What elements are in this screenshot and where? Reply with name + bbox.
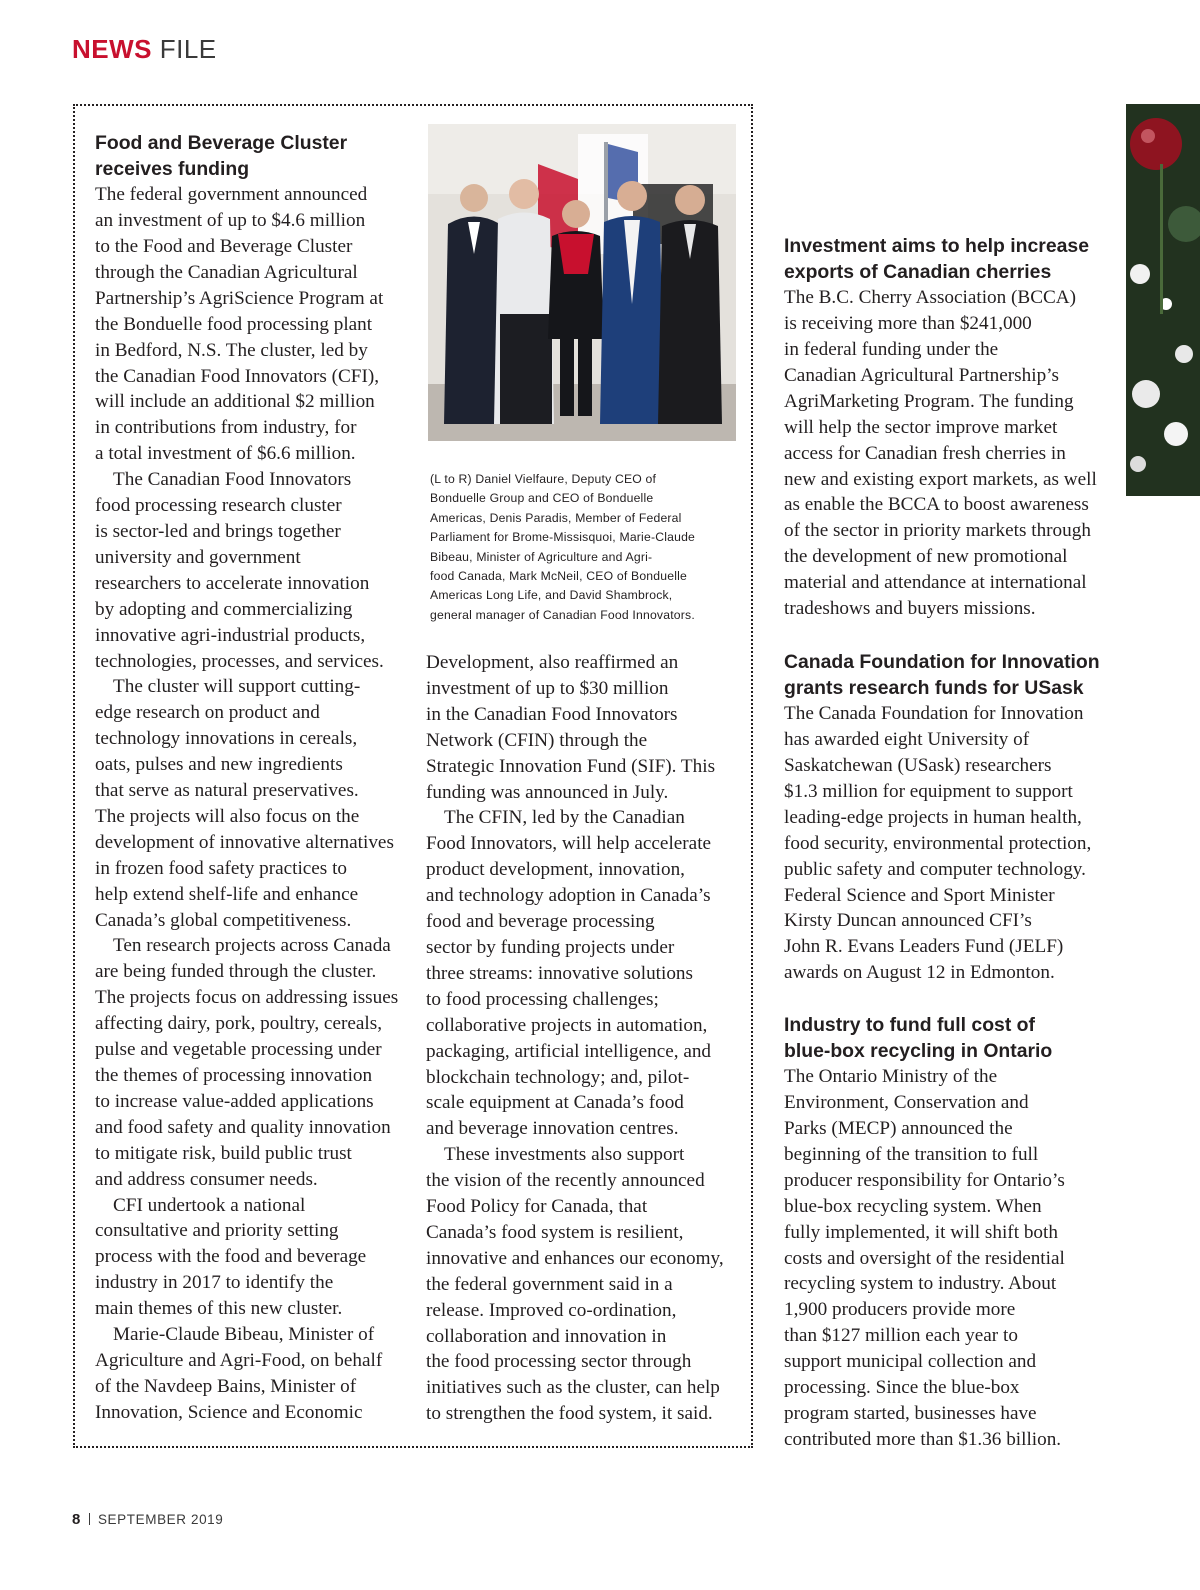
text-line: beginning of the transition to full [784, 1143, 1039, 1165]
text-line: by adopting and commercializing [95, 598, 353, 620]
text-line: material and attendance at international [784, 572, 1087, 594]
text-line: edge research on product and [95, 702, 320, 724]
text-line: food processing research cluster [95, 495, 342, 517]
text-line: three streams: innovative solutions [426, 962, 693, 984]
text-line: The Canadian Food Innovators [113, 469, 352, 491]
text-line: Food Policy for Canada, that [426, 1196, 648, 1218]
text-line: has awarded eight University of [784, 729, 1030, 751]
text-line: support municipal collection and [784, 1351, 1037, 1373]
text-line: $1.3 million for equipment to support [784, 780, 1073, 802]
text-line: collaborative projects in automation, [426, 1014, 708, 1036]
text-line: to strengthen the food system, it said. [426, 1403, 713, 1425]
text-line: Canada’s global competitiveness. [95, 909, 352, 931]
text-line: awards on August 12 in Edmonton. [784, 962, 1055, 984]
paragraph [95, 467, 415, 674]
text-line: The CFIN, led by the Canadian [444, 807, 685, 829]
main-article-column-1 [95, 131, 415, 1426]
text-line: process with the food and beverage [95, 1246, 367, 1268]
text-line: The federal government announced [95, 184, 368, 206]
section-label-rest: FILE [159, 34, 217, 64]
text-line: Kirsty Duncan announced CFI’s [784, 910, 1032, 932]
photo-caption [430, 470, 740, 625]
headline-line: Food and Beverage Cluster [95, 132, 348, 154]
text-line: These investments also support [444, 1144, 685, 1166]
text-line: Canadian Agricultural Partnership’s [784, 364, 1059, 386]
text-line: fully implemented, it will shift both [784, 1221, 1058, 1243]
text-line: 1,900 producers provide more [784, 1299, 1016, 1321]
text-line: blue-box recycling system. When [784, 1195, 1042, 1217]
text-line: Strategic Innovation Fund (SIF). This [426, 755, 716, 777]
text-line: university and government [95, 546, 301, 568]
headline-line: Investment aims to help increase [784, 235, 1089, 257]
text-line: The projects will also focus on the [95, 805, 360, 827]
side-article-body [784, 1064, 1120, 1453]
text-line: Food Innovators, will help accelerate [426, 833, 712, 855]
paragraph [95, 182, 415, 467]
text-line: sector by funding projects under [426, 936, 675, 958]
text-line: of the sector in priority markets through [784, 520, 1091, 542]
headline-line: blue-box recycling in Ontario [784, 1039, 1053, 1062]
text-line: and technology adoption in Canada’s [426, 885, 711, 907]
paragraph [95, 674, 415, 933]
side-article-headline [784, 1013, 1120, 1064]
section-label [72, 34, 217, 65]
paragraph [95, 933, 415, 1192]
text-line: The Canada Foundation for Innovation [784, 703, 1084, 725]
text-line: processing. Since the blue-box [784, 1377, 1020, 1399]
text-line: as enable the BCCA to boost awareness [784, 494, 1089, 516]
caption-line: Bonduelle Group and CEO of Bonduelle [430, 491, 654, 506]
text-line: food security, environmental protection, [784, 832, 1092, 854]
paragraph [784, 701, 1120, 986]
text-line: John R. Evans Leaders Fund (JELF) [784, 936, 1064, 958]
text-line: oats, pulses and new ingredients [95, 754, 343, 776]
text-line: access for Canadian fresh cherries in [784, 442, 1066, 464]
text-line: blockchain technology; and, pilot- [426, 1066, 690, 1088]
text-line: AgriMarketing Program. The funding [784, 390, 1074, 412]
side-article-headline [784, 234, 1120, 285]
text-line: is sector-led and brings together [95, 520, 341, 542]
text-line: tradeshows and buyers missions. [784, 598, 1036, 620]
text-line: to food processing challenges; [426, 988, 659, 1010]
main-article-column-2-body [426, 650, 746, 1427]
footer-divider [89, 1513, 90, 1525]
text-line: collaboration and innovation in [426, 1325, 667, 1347]
text-line: a total investment of $6.6 million. [95, 443, 356, 465]
text-line: than $127 million each year to [784, 1325, 1018, 1347]
group-photo-illustration [428, 124, 736, 441]
text-line: Parks (MECP) announced the [784, 1118, 1013, 1139]
caption-line: Bibeau, Minister of Agriculture and Agri- [430, 549, 653, 564]
page-number: 8 [72, 1511, 81, 1528]
text-line: The B.C. Cherry Association (BCCA) [784, 287, 1077, 309]
text-line: Innovation, Science and Economic [95, 1401, 363, 1423]
paragraph [426, 1142, 746, 1427]
page-footer [72, 1511, 223, 1528]
main-article-headline [95, 131, 415, 182]
text-line: investment of up to $30 million [426, 677, 669, 699]
text-line: Development, also reaffirmed an [426, 652, 679, 673]
caption-line: food Canada, Mark McNeil, CEO of Bonduelle [430, 569, 688, 584]
text-line: product development, innovation, [426, 859, 685, 881]
side-article-body [784, 285, 1120, 622]
side-article-body [784, 701, 1120, 986]
text-line: technology innovations in cereals, [95, 728, 358, 750]
text-line: in the Canadian Food Innovators [426, 703, 678, 725]
text-line: release. Improved co-ordination, [426, 1299, 677, 1321]
text-line: the vision of the recently announced [426, 1170, 705, 1192]
text-line: the development of new promotional [784, 546, 1068, 568]
text-line: public safety and computer technology. [784, 858, 1086, 880]
paragraph [95, 1322, 415, 1426]
headline-line: receives funding [95, 157, 250, 180]
text-line: pulse and vegetable processing under [95, 1039, 382, 1061]
text-line: are being funded through the cluster. [95, 961, 377, 983]
text-line: main themes of this new cluster. [95, 1298, 343, 1320]
cherry-photo-illustration [1126, 104, 1200, 496]
text-line: an investment of up to $4.6 million [95, 210, 366, 232]
paragraph [426, 805, 746, 1142]
text-line: the federal government said in a [426, 1273, 673, 1295]
text-line: will include an additional $2 million [95, 391, 375, 413]
text-line: The Ontario Ministry of the [784, 1066, 998, 1088]
text-line: program started, businesses have [784, 1402, 1037, 1424]
side-article-cherries [784, 234, 1120, 622]
side-article-blue-box [784, 1013, 1120, 1453]
issue-date: SEPTEMBER 2019 [97, 1512, 224, 1527]
paragraph [95, 1193, 415, 1323]
main-article-column-1-body [95, 182, 415, 1426]
caption-line: Americas, Denis Paradis, Member of Federal [430, 510, 682, 525]
text-line: The projects focus on addressing issues [95, 987, 399, 1009]
text-line: Agriculture and Agri-Food, on behalf [95, 1349, 383, 1371]
paragraph [784, 1064, 1120, 1453]
text-line: through the Canadian Agricultural [95, 261, 358, 283]
text-line: Network (CFIN) through the [426, 729, 648, 751]
text-line: scale equipment at Canada’s food [426, 1092, 684, 1114]
headline-line: Industry to fund full cost of [784, 1014, 1035, 1036]
text-line: the food processing sector through [426, 1351, 692, 1373]
paragraph [426, 650, 746, 805]
text-line: to increase value-added applications [95, 1090, 374, 1112]
text-line: the Bonduelle food processing plant [95, 313, 373, 335]
headline-line: Canada Foundation for Innovation [784, 651, 1100, 673]
text-line: researchers to accelerate innovation [95, 572, 370, 594]
text-line: to mitigate risk, build public trust [95, 1142, 352, 1164]
text-line: is receiving more than $241,000 [784, 313, 1032, 335]
text-line: new and existing export markets, as well [784, 468, 1097, 490]
section-label-bold: NEWS [72, 34, 152, 64]
text-line: in Bedford, N.S. The cluster, led by [95, 339, 368, 361]
text-line: in federal funding under the [784, 339, 999, 360]
text-line: technologies, processes, and services. [95, 650, 384, 672]
text-line: that serve as natural preservatives. [95, 780, 359, 802]
text-line: industry in 2017 to identify the [95, 1272, 334, 1294]
text-line: Marie-Claude Bibeau, Minister of [113, 1324, 375, 1346]
text-line: development of innovative alternatives [95, 831, 394, 853]
headline-line: exports of Canadian cherries [784, 260, 1052, 283]
text-line: Canada’s food system is resilient, [426, 1221, 684, 1243]
text-line: funding was announced in July. [426, 781, 669, 803]
caption-line: Americas Long Life, and David Shambrock, [430, 588, 673, 603]
text-line: initiatives such as the cluster, can help [426, 1377, 720, 1399]
text-line: Federal Science and Sport Minister [784, 884, 1055, 906]
cherry-photo [1126, 104, 1200, 496]
text-line: and food safety and quality innovation [95, 1116, 391, 1138]
headline-line: grants research funds for USask [784, 676, 1084, 699]
text-line: innovative agri-industrial products, [95, 624, 366, 646]
text-line: Saskatchewan (USask) researchers [784, 755, 1052, 776]
caption-line: (L to R) Daniel Vielfaure, Deputy CEO of [430, 472, 657, 486]
paragraph [784, 285, 1120, 622]
text-line: in contributions from industry, for [95, 417, 357, 439]
text-line: the themes of processing innovation [95, 1065, 373, 1086]
text-line: in frozen food safety practices to [95, 857, 347, 879]
text-line: Partnership’s AgriScience Program at [95, 287, 384, 309]
text-line: and address consumer needs. [95, 1168, 318, 1190]
text-line: will help the sector improve market [784, 416, 1058, 438]
text-line: and beverage innovation centres. [426, 1118, 679, 1140]
text-line: packaging, artificial intelligence, and [426, 1040, 712, 1062]
text-line: help extend shelf-life and enhance [95, 883, 359, 905]
text-line: producer responsibility for Ontario’s [784, 1169, 1065, 1191]
side-article-usask [784, 650, 1120, 986]
main-article-column-2 [426, 650, 746, 1427]
caption-line: general manager of Canadian Food Innovators. [430, 607, 695, 622]
text-line: innovative and enhances our economy, [426, 1247, 724, 1269]
text-line: CFI undertook a national [113, 1194, 306, 1216]
text-line: Environment, Conservation and [784, 1092, 1029, 1114]
text-line: of the Navdeep Bains, Minister of [95, 1375, 357, 1397]
text-line: costs and oversight of the residential [784, 1247, 1065, 1269]
text-line: consultative and priority setting [95, 1220, 339, 1242]
text-line: Ten research projects across Canada [113, 935, 391, 957]
text-line: contributed more than $1.36 billion. [784, 1428, 1062, 1450]
text-line: recycling system to industry. About [784, 1273, 1057, 1295]
text-line: affecting dairy, pork, poultry, cereals, [95, 1013, 382, 1035]
text-line: food and beverage processing [426, 911, 655, 933]
caption-line: Parliament for Brome-Missisquoi, Marie-Claude [430, 530, 696, 545]
group-photo [428, 124, 736, 441]
text-line: the Canadian Food Innovators (CFI), [95, 365, 380, 387]
side-article-headline [784, 650, 1120, 701]
text-line: The cluster will support cutting- [113, 676, 361, 698]
text-line: leading-edge projects in human health, [784, 806, 1082, 828]
text-line: to the Food and Beverage Cluster [95, 236, 353, 257]
